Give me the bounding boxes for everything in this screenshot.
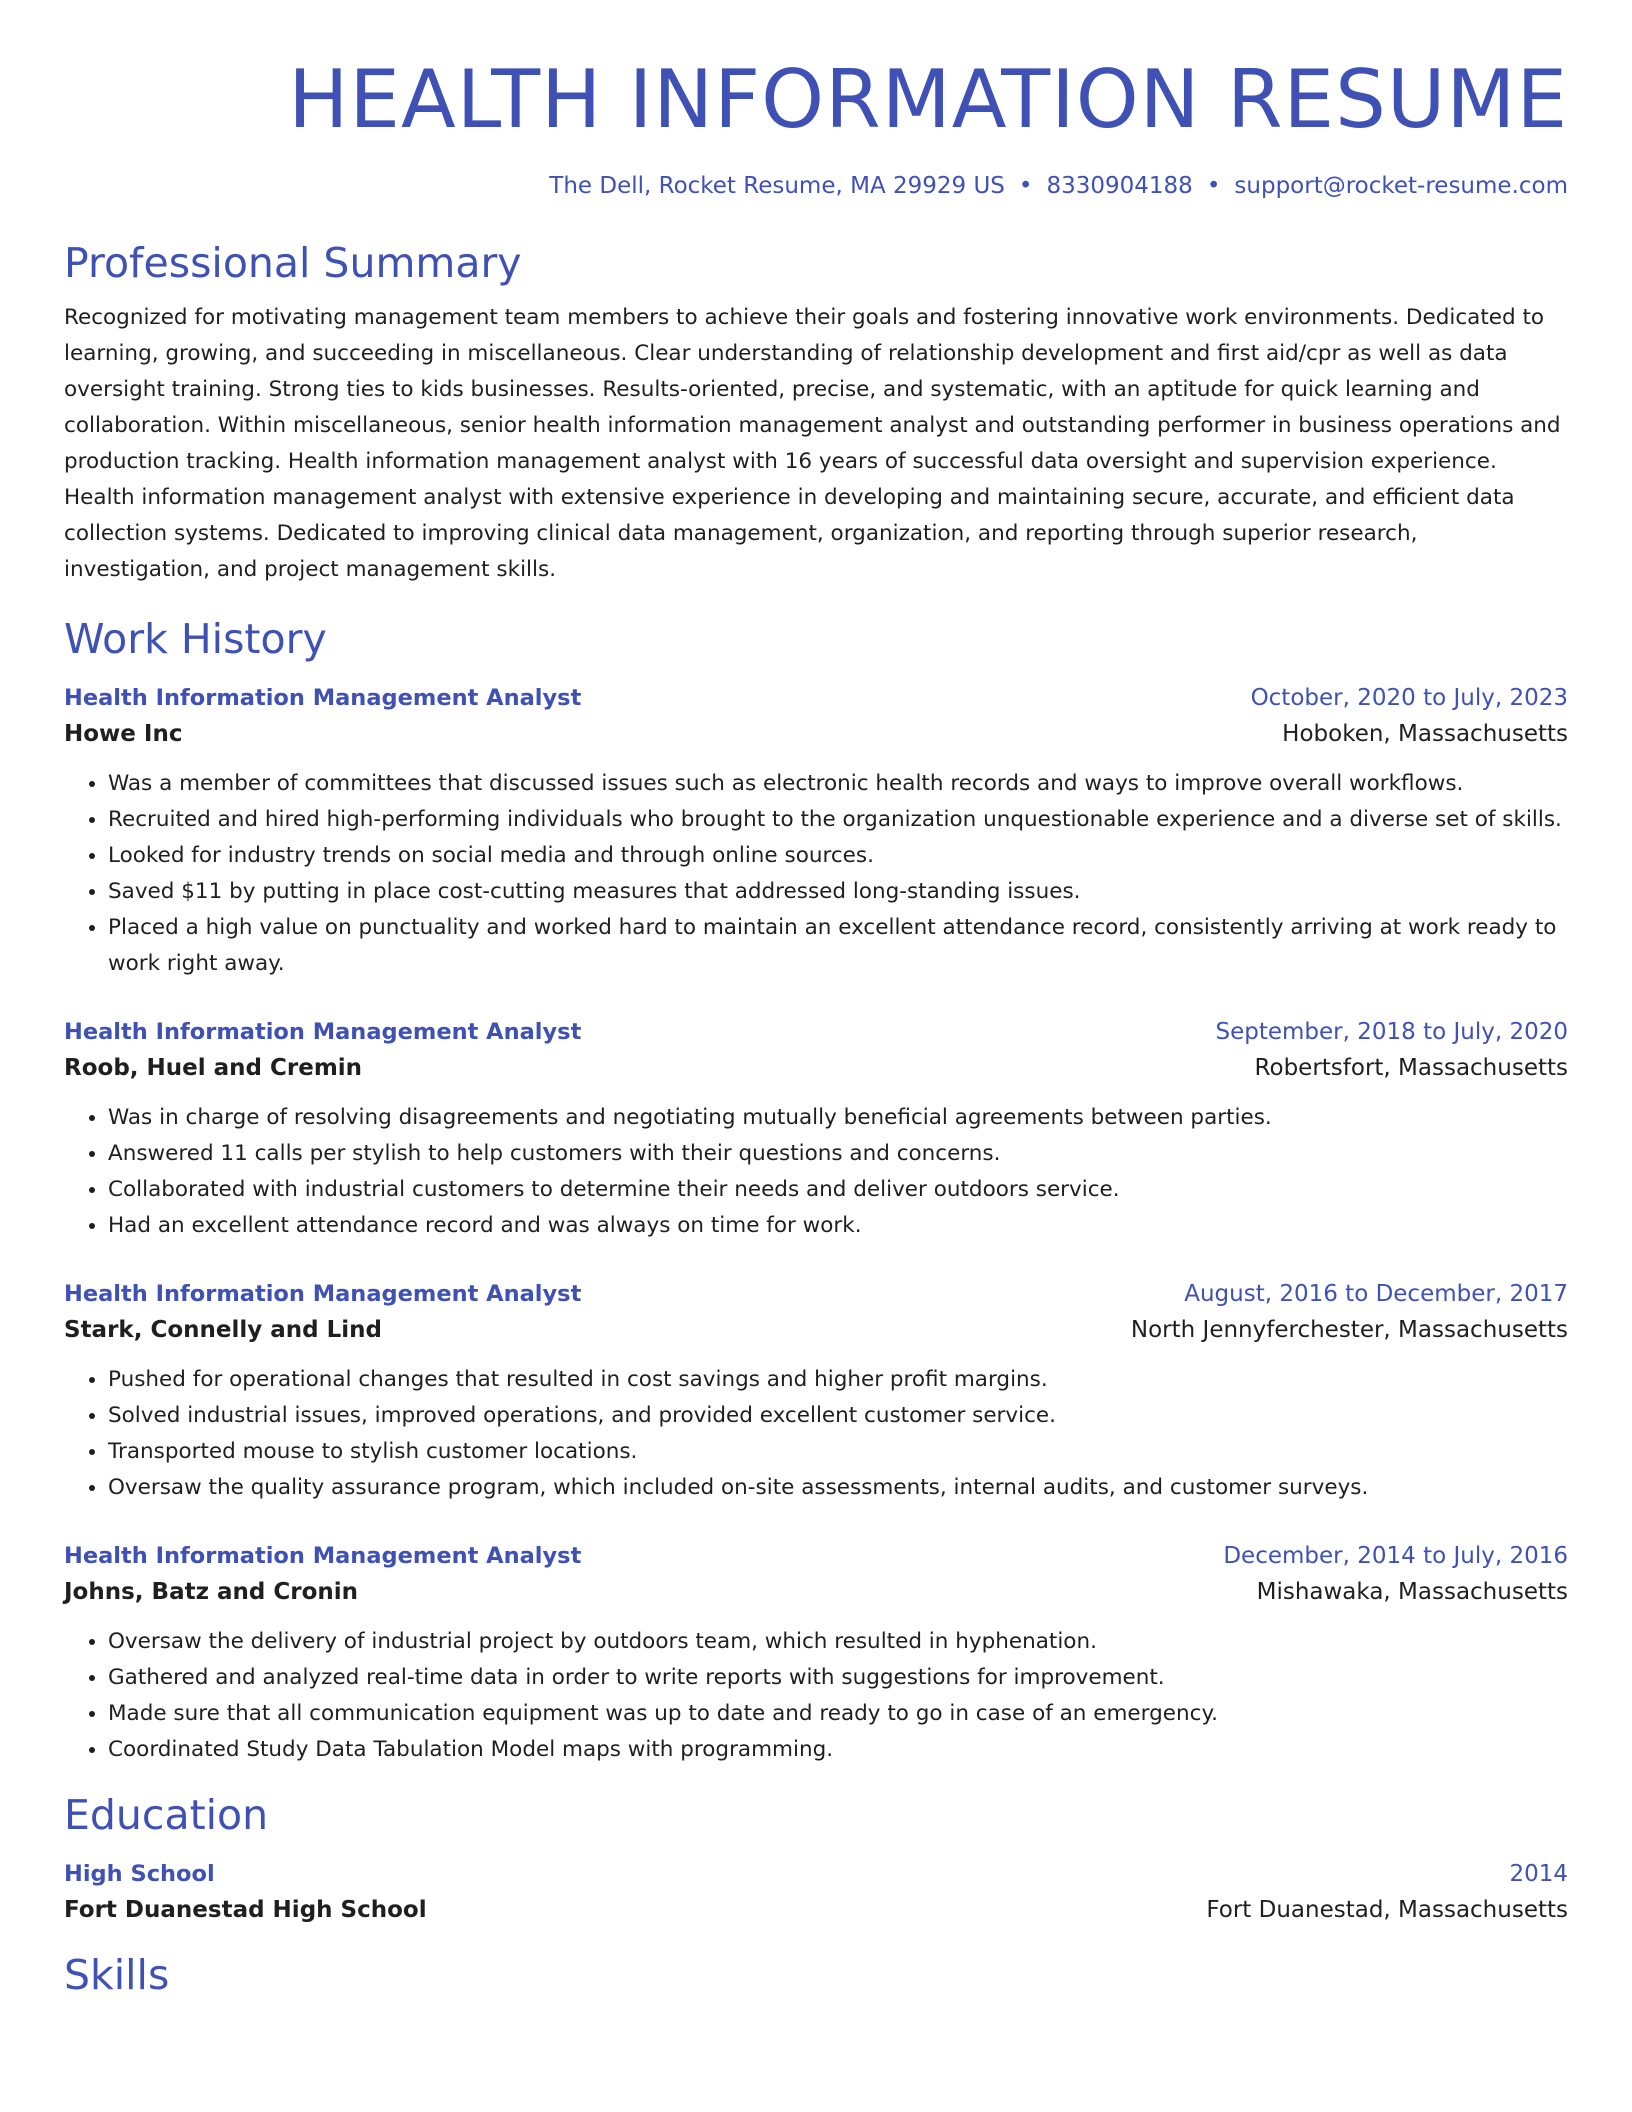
job-bullet: • Was a member of committees that discussed issues such as electronic health records and ways to improve overall workflows. [108,766,1568,802]
job-bullet: • Answered 11 calls per stylish to help customers with their questions and concerns. [108,1136,1568,1172]
work-history-heading: Work History [64,615,327,663]
job-bullet: • Looked for industry trends on social media and through online sources. [108,838,1568,874]
job-bullets [64,1624,1568,1768]
job-employer-row [64,1312,1568,1348]
job-location: Mishawaka, Massachusetts [1256,1579,1568,1605]
separator-dot: • [1206,173,1221,199]
job-header-row [64,680,1568,716]
education-heading: Education [64,1791,269,1839]
education-header-row [64,1856,1568,1892]
job-employer: Stark, Connelly and Lind [64,1317,383,1343]
job-header-row [64,1276,1568,1312]
job-bullet: • Had an excellent attendance record and was always on time for work. [108,1208,1568,1244]
job-bullets [64,766,1568,982]
job-employer-row [64,1050,1568,1086]
summary-text: Recognized for motivating management team members to achieve their goals and fostering innovative work environments. Dedicated to learning, growing, and succeeding in miscellaneous. Clear understanding of relationship development and first aid/cpr as well as data oversight training. Strong ties to kids businesses. Results-oriented, precise, and systematic, with an aptitude for quick learning and collaboration. Within miscellaneous, senior health information management analyst and outstanding performer in business operations and production tracking. Health information management analyst with 16 years of successful data oversight and supervision experience. Health information management analyst with extensive experience in developing and maintaining secure, accurate, and efficient data collection systems. Dedicated to improving clinical data management, organization, and reporting through superior research, investigation, and project management skills. [64,305,1561,582]
job-title: Health Information Management Analyst [64,685,582,711]
job-entry [64,1014,1568,1244]
job-employer: Howe Inc [64,721,183,747]
job-header-row [64,1014,1568,1050]
job-location: North Jennyferchester, Massachusetts [1130,1317,1568,1343]
contact-address: The Dell, Rocket Resume, MA 29929 US [549,173,1005,199]
job-dates: September, 2018 to July, 2020 [1215,1019,1568,1045]
education-school-row [64,1892,1568,1928]
contact-email: support@rocket-resume.com [1234,173,1568,199]
education-year: 2014 [1509,1861,1568,1887]
job-bullet: • Solved industrial issues, improved operations, and provided excellent customer service. [108,1398,1568,1434]
job-dates: October, 2020 to July, 2023 [1250,685,1568,711]
job-dates: August, 2016 to December, 2017 [1184,1281,1568,1307]
job-bullet: • Recruited and hired high-performing individuals who brought to the organization unquestionable experience and a diverse set of skills. [108,802,1568,838]
job-bullet: • Oversaw the delivery of industrial project by outdoors team, which resulted in hyphenation. [108,1624,1568,1660]
contact-line [64,170,1568,202]
job-bullets [64,1362,1568,1506]
separator-dot: • [1018,173,1033,199]
job-location: Hoboken, Massachusetts [1282,721,1568,747]
job-bullet: • Collaborated with industrial customers to determine their needs and deliver outdoors service. [108,1172,1568,1208]
summary-heading: Professional Summary [64,239,522,287]
contact-phone: 8330904188 [1046,173,1193,199]
job-employer-row [64,1574,1568,1610]
job-employer: Johns, Batz and Cronin [64,1579,359,1605]
job-entry [64,1276,1568,1506]
resume-title: HEALTH INFORMATION RESUME [288,53,1568,146]
job-bullet: • Placed a high value on punctuality and worked hard to maintain an excellent attendance record, consistently arriving at work ready to work right away. [108,910,1568,982]
job-entry [64,680,1568,982]
job-location: Robertsfort, Massachusetts [1254,1055,1568,1081]
job-bullet: • Coordinated Study Data Tabulation Model maps with programming. [108,1732,1568,1768]
job-title: Health Information Management Analyst [64,1543,582,1569]
job-bullet: • Made sure that all communication equipment was up to date and ready to go in case of an emergency. [108,1696,1568,1732]
job-bullet: • Was in charge of resolving disagreements and negotiating mutually beneficial agreements between parties. [108,1100,1568,1136]
job-bullet: • Pushed for operational changes that resulted in cost savings and higher profit margins. [108,1362,1568,1398]
job-employer-row [64,716,1568,752]
job-title: Health Information Management Analyst [64,1019,582,1045]
education-entry [64,1856,1568,1928]
job-bullet: • Saved $11 by putting in place cost-cutting measures that addressed long-standing issues. [108,874,1568,910]
job-employer: Roob, Huel and Cremin [64,1055,363,1081]
skills-heading: Skills [64,1951,170,1999]
education-location: Fort Duanestad, Massachusetts [1206,1897,1568,1923]
job-entry [64,1538,1568,1768]
job-dates: December, 2014 to July, 2016 [1223,1543,1568,1569]
job-bullet: • Transported mouse to stylish customer locations. [108,1434,1568,1470]
job-title: Health Information Management Analyst [64,1281,582,1307]
education-school: Fort Duanestad High School [64,1897,427,1923]
job-bullets [64,1100,1568,1244]
education-degree: High School [64,1861,215,1887]
job-bullet: • Oversaw the quality assurance program, which included on-site assessments, internal audits, and customer surveys. [108,1470,1568,1506]
job-header-row [64,1538,1568,1574]
job-bullet: • Gathered and analyzed real-time data in order to write reports with suggestions for improvement. [108,1660,1568,1696]
